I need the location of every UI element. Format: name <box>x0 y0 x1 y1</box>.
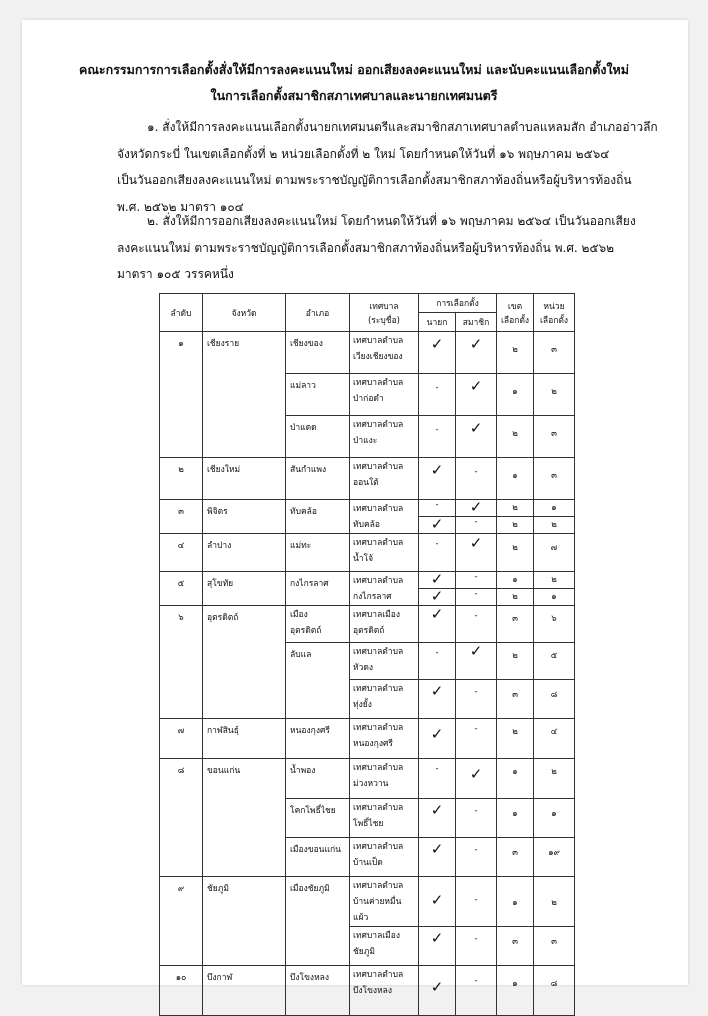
cell-unit: ๒ <box>534 572 575 589</box>
muni-line: เทศบาลตำบล <box>353 462 404 472</box>
cell-province: ขอนแก่น <box>203 759 286 877</box>
cell-zone: ๓ <box>497 927 534 966</box>
cell-municipality <box>350 458 419 500</box>
cell-member-dash: - <box>456 680 497 719</box>
cell-member-dash: - <box>456 719 497 759</box>
cell-zone: ๑ <box>497 572 534 589</box>
cell-unit: ๒ <box>534 759 575 799</box>
header-election: การเลือกตั้ง <box>419 294 497 313</box>
muni-line: ชัยภูมิ <box>353 947 375 957</box>
table-row <box>160 332 575 374</box>
cell-mayor-dash: - <box>419 374 456 416</box>
cell-member-check: ✓ <box>456 500 497 517</box>
table-row <box>160 458 575 500</box>
muni-line: โพธิ์ไชย <box>353 819 384 829</box>
cell-no: ๑๐ <box>160 966 203 1016</box>
muni-line: เทศบาลตำบล <box>353 538 404 548</box>
header-muni-line2: (ระบุชื่อ) <box>367 315 401 326</box>
cell-mayor-check: ✓ <box>419 606 456 643</box>
cell-zone: ๒ <box>497 719 534 759</box>
cell-zone: ๑ <box>497 759 534 799</box>
header-muni-line1: เทศบาล <box>369 301 399 312</box>
cell-no: ๑ <box>160 332 203 458</box>
muni-line: เทศบาลตำบล <box>353 420 404 430</box>
table-row <box>160 534 575 572</box>
cell-zone: ๒ <box>497 589 534 606</box>
cell-unit: ๗ <box>534 534 575 572</box>
cell-member-check: ✓ <box>456 759 497 799</box>
cell-mayor-check: ✓ <box>419 927 456 966</box>
cell-zone: ๓ <box>497 838 534 877</box>
cell-municipality <box>350 759 419 799</box>
cell-municipality <box>350 606 419 643</box>
cell-member-dash: - <box>456 606 497 643</box>
cell-member-check: ✓ <box>456 534 497 572</box>
header-zone <box>497 294 534 332</box>
cell-district: แม่ลาว <box>286 374 350 416</box>
cell-mayor-check: ✓ <box>419 966 456 1016</box>
cell-mayor-check: ✓ <box>419 572 456 589</box>
cell-district: กงไกรลาศ <box>286 572 350 606</box>
muni-line: เทศบาลตำบล <box>353 763 404 773</box>
header-member: สมาชิก <box>456 313 497 332</box>
header-district: อำเภอ <box>286 294 350 332</box>
cell-zone: ๒ <box>497 517 534 534</box>
cell-member-dash: - <box>456 966 497 1016</box>
cell-province: พิจิตร <box>203 500 286 534</box>
muni-line: เทศบาลตำบล <box>353 803 404 813</box>
cell-municipality <box>350 877 419 927</box>
cell-zone: ๒ <box>497 500 534 517</box>
muni-line: หัวดง <box>353 663 374 673</box>
cell-municipality <box>350 534 419 572</box>
cell-mayor-check: ✓ <box>419 680 456 719</box>
muni-line: เทศบาลตำบล <box>353 881 404 891</box>
cell-district: เชียงของ <box>286 332 350 374</box>
muni-line: เทศบาลตำบล <box>353 842 404 852</box>
table-header-row <box>160 294 575 313</box>
cell-municipality <box>350 643 419 680</box>
muni-line: เทศบาลตำบล <box>353 647 404 657</box>
muni-line: อุตรดิตถ์ <box>353 626 385 636</box>
cell-zone: ๓ <box>497 606 534 643</box>
cell-zone: ๑ <box>497 799 534 838</box>
muni-line: เทศบาลตำบล <box>353 684 404 694</box>
cell-member-dash: - <box>456 589 497 606</box>
cell-no: ๙ <box>160 877 203 966</box>
paragraph-1-line: พ.ศ. ๒๕๖๒ มาตรา ๑๐๔ <box>117 199 244 214</box>
cell-member-dash: - <box>456 927 497 966</box>
cell-mayor-check: ✓ <box>419 838 456 877</box>
cell-unit: ๒ <box>534 517 575 534</box>
muni-line: ทุ่งยั้ง <box>353 700 372 710</box>
paragraph-2-line: ลงคะแนนใหม่ ตามพระราชบัญญัติการเลือกตั้งสมาชิกสภาท้องถิ่นหรือผู้บริหารท้องถิ่น พ.ศ. ๒๕๖๒ <box>117 240 615 255</box>
cell-province: กาฬสินธุ์ <box>203 719 286 759</box>
header-no: ลำดับ <box>160 294 203 332</box>
muni-line: เทศบาลตำบล <box>353 970 404 980</box>
muni-line: แผ้ว <box>353 913 369 923</box>
cell-district: น้ำพอง <box>286 759 350 799</box>
paragraph-2-line: มาตรา ๑๐๕ วรรคหนึ่ง <box>117 267 234 281</box>
cell-unit: ๘ <box>534 680 575 719</box>
cell-municipality <box>350 966 419 1016</box>
election-table <box>159 293 575 1016</box>
cell-no: ๗ <box>160 719 203 759</box>
cell-district: เมืองขอนแก่น <box>286 838 350 877</box>
muni-line: น้ำโจ้ <box>353 554 374 564</box>
cell-municipality <box>350 799 419 838</box>
cell-mayor-check: ✓ <box>419 799 456 838</box>
header-unit-line2: เลือกตั้ง <box>539 315 569 326</box>
cell-mayor-check: ✓ <box>419 517 456 534</box>
paragraph-2 <box>117 208 637 288</box>
muni-line: บึงโขงหลง <box>353 986 393 996</box>
cell-district: เมืองชัยภูมิ <box>286 877 350 966</box>
cell-unit: ๑ <box>534 799 575 838</box>
cell-zone: ๑ <box>497 458 534 500</box>
header-province: จังหวัด <box>203 294 286 332</box>
muni-line: ป่าแงะ <box>353 436 378 446</box>
cell-member-dash: - <box>456 458 497 500</box>
cell-mayor-dash: - <box>419 643 456 680</box>
cell-unit: ๓ <box>534 332 575 374</box>
paragraph-1-line: เป็นวันออกเสียงลงคะแนนใหม่ ตามพระราชบัญญัติการเลือกตั้งสมาชิกสภาท้องถิ่นหรือผู้บริหารท้องถิ่น <box>117 173 632 187</box>
cell-municipality <box>350 927 419 966</box>
cell-municipality <box>350 572 419 606</box>
cell-unit: ๒ <box>534 374 575 416</box>
cell-district: ป่าแดด <box>286 416 350 458</box>
muni-line: เทศบาลตำบล <box>353 504 404 514</box>
cell-member-dash: - <box>456 572 497 589</box>
header-zone-line1: เขต <box>507 301 523 312</box>
cell-member-check: ✓ <box>456 374 497 416</box>
cell-no: ๖ <box>160 606 203 719</box>
cell-province: สุโขทัย <box>203 572 286 606</box>
muni-line: หนองกุงศรี <box>353 739 393 749</box>
cell-mayor-dash: - <box>419 500 456 517</box>
muni-line: เทศบาลตำบล <box>353 336 404 346</box>
cell-zone: ๒ <box>497 416 534 458</box>
muni-line: บ้านเป็ด <box>353 858 383 868</box>
cell-zone: ๑ <box>497 877 534 927</box>
cell-member-dash: - <box>456 517 497 534</box>
cell-municipality <box>350 719 419 759</box>
district-line: อุตรดิตถ์ <box>290 626 322 636</box>
cell-municipality <box>350 500 419 534</box>
document-title-line1: คณะกรรมการการเลือกตั้งสั่งให้มีการลงคะแนนใหม่ ออกเสียงลงคะแนนใหม่ และนับคะแนนเลือกตั้งใหม่ <box>78 62 630 77</box>
cell-district: ทับคล้อ <box>286 500 350 534</box>
cell-district: หนองกุงศรี <box>286 719 350 759</box>
cell-unit: ๒ <box>534 877 575 927</box>
cell-unit: ๕ <box>534 643 575 680</box>
cell-no: ๔ <box>160 534 203 572</box>
table-row <box>160 606 575 643</box>
cell-unit: ๖ <box>534 606 575 643</box>
table-row <box>160 966 575 1016</box>
cell-zone: ๑ <box>497 374 534 416</box>
cell-member-check: ✓ <box>456 332 497 374</box>
cell-unit: ๔ <box>534 719 575 759</box>
muni-line: เวียงเชียงของ <box>353 352 403 362</box>
table-row <box>160 500 575 517</box>
header-zone-line2: เลือกตั้ง <box>500 315 530 326</box>
cell-no: ๕ <box>160 572 203 606</box>
muni-line: เทศบาลเมือง <box>353 610 401 620</box>
header-mayor: นายก <box>419 313 456 332</box>
cell-no: ๒ <box>160 458 203 500</box>
cell-member-dash: - <box>456 799 497 838</box>
table-row <box>160 572 575 589</box>
cell-municipality <box>350 838 419 877</box>
cell-district: โคกโพธิ์ไชย <box>286 799 350 838</box>
cell-mayor-check: ✓ <box>419 458 456 500</box>
muni-line: เทศบาลตำบล <box>353 723 404 733</box>
cell-member-check: ✓ <box>456 643 497 680</box>
district-line: เมือง <box>290 610 308 620</box>
cell-province: อุตรดิตถ์ <box>203 606 286 719</box>
cell-mayor-dash: - <box>419 416 456 458</box>
cell-mayor-dash: - <box>419 534 456 572</box>
cell-zone: ๒ <box>497 643 534 680</box>
cell-mayor-check: ✓ <box>419 719 456 759</box>
cell-mayor-dash: - <box>419 759 456 799</box>
cell-province: ชัยภูมิ <box>203 877 286 966</box>
cell-province: เชียงใหม่ <box>203 458 286 500</box>
muni-line: เทศบาลตำบล <box>353 576 404 586</box>
header-unit-line1: หน่วย <box>543 301 565 312</box>
paragraph-1-line: จังหวัดกระบี่ ในเขตเลือกตั้งที่ ๒ หน่วยเลือกตั้งที่ ๒ ใหม่ โดยกำหนดให้วันที่ ๑๖ พฤษภาคม ๒๕๖๔ <box>117 146 610 161</box>
table-row <box>160 719 575 759</box>
muni-line: ม่วงหวาน <box>353 779 389 789</box>
cell-unit: ๘ <box>534 966 575 1016</box>
cell-zone: ๒ <box>497 332 534 374</box>
muni-line: บ้านค่ายหมื่น <box>353 897 402 907</box>
table-row <box>160 877 575 927</box>
paragraph-1-line: ๑. สั่งให้มีการลงคะแนนเลือกตั้งนายกเทศมนตรีและสมาชิกสภาเทศบาลตำบลแหลมสัก อำเภออ่าวลึก <box>147 120 658 134</box>
cell-no: ๘ <box>160 759 203 877</box>
cell-district <box>286 606 350 643</box>
cell-unit: ๑ <box>534 500 575 517</box>
cell-no: ๓ <box>160 500 203 534</box>
cell-zone: ๑ <box>497 966 534 1016</box>
cell-municipality <box>350 374 419 416</box>
cell-municipality <box>350 416 419 458</box>
muni-line: ออนใต้ <box>353 478 379 488</box>
cell-zone: ๓ <box>497 680 534 719</box>
cell-district: สันกำแพง <box>286 458 350 500</box>
cell-member-dash: - <box>456 877 497 927</box>
cell-unit: ๑๙ <box>534 838 575 877</box>
cell-unit: ๓ <box>534 458 575 500</box>
cell-province: บึงกาฬ <box>203 966 286 1016</box>
paragraph-2-line: ๒. สั่งให้มีการออกเสียงลงคะแนนใหม่ โดยกำหนดให้วันที่ ๑๖ พฤษภาคม ๒๕๖๔ เป็นวันออกเสียง <box>147 214 636 228</box>
cell-district: ลับแล <box>286 643 350 719</box>
cell-district: บึงโขงหลง <box>286 966 350 1016</box>
header-municipality <box>350 294 419 332</box>
cell-unit: ๓ <box>534 416 575 458</box>
cell-mayor-check: ✓ <box>419 589 456 606</box>
document-title-line2: ในการเลือกตั้งสมาชิกสภาเทศบาลและนายกเทศมนตรี <box>210 88 498 103</box>
table-row <box>160 759 575 799</box>
cell-district: แม่ทะ <box>286 534 350 572</box>
cell-mayor-check: ✓ <box>419 877 456 927</box>
cell-province: เชียงราย <box>203 332 286 458</box>
cell-member-check: ✓ <box>456 416 497 458</box>
paragraph-1 <box>117 114 658 220</box>
muni-line: เทศบาลตำบล <box>353 378 404 388</box>
cell-zone: ๒ <box>497 534 534 572</box>
muni-line: ทับคล้อ <box>353 520 380 530</box>
cell-municipality <box>350 332 419 374</box>
cell-member-dash: - <box>456 838 497 877</box>
cell-unit: ๑ <box>534 589 575 606</box>
muni-line: ป่าก่อดำ <box>353 394 384 404</box>
muni-line: กงไกรลาศ <box>353 592 392 602</box>
muni-line: เทศบาลเมือง <box>353 931 401 941</box>
cell-province: ลำปาง <box>203 534 286 572</box>
cell-municipality <box>350 680 419 719</box>
header-unit <box>534 294 575 332</box>
cell-unit: ๓ <box>534 927 575 966</box>
cell-mayor-check: ✓ <box>419 332 456 374</box>
